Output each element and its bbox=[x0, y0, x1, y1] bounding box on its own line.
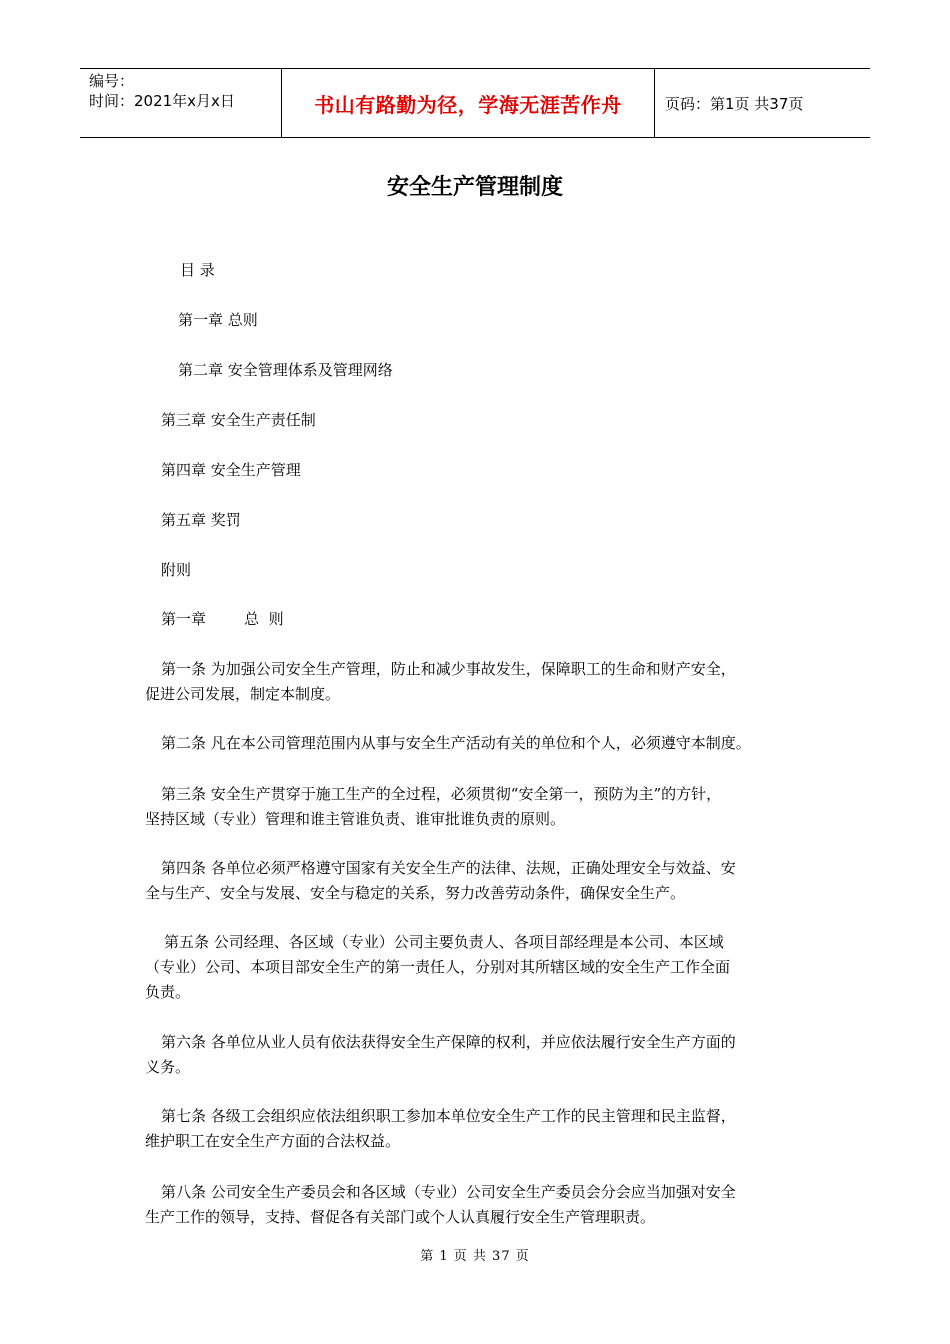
toc-item: 附则 bbox=[161, 561, 192, 579]
header-motto: 书山有路勤为径，学海无涯苦作舟 bbox=[282, 69, 655, 137]
article-line: 负责。 bbox=[145, 983, 191, 1001]
header-table bbox=[80, 68, 870, 138]
toc-item: 第四章 安全生产管理 bbox=[161, 461, 301, 479]
header-page-number: 页码：第1页 共37页 bbox=[665, 94, 804, 113]
document-title: 安全生产管理制度 bbox=[386, 175, 563, 200]
article-line: 促进公司发展，制定本制度。 bbox=[145, 685, 341, 703]
article-paragraph bbox=[145, 1180, 815, 1230]
article-line: 第五条 公司经理、各区域（专业）公司主要负责人、各项目部经理是本公司、本区域 bbox=[164, 933, 724, 951]
article-line: 第六条 各单位从业人员有依法获得安全生产保障的权利，并应依法履行安全生产方面的 bbox=[161, 1033, 736, 1051]
document-time: 时间：2021年x月x日 bbox=[89, 92, 235, 110]
toc-item: 第二章 安全管理体系及管理网络 bbox=[178, 361, 393, 379]
article-line: 维护职工在安全生产方面的合法权益。 bbox=[145, 1132, 401, 1150]
toc-item: 第三章 安全生产责任制 bbox=[161, 411, 316, 429]
toc-item: 第五章 奖罚 bbox=[161, 511, 241, 529]
article-paragraph bbox=[145, 930, 815, 1005]
article-paragraph bbox=[145, 657, 815, 707]
article-line: 第八条 公司安全生产委员会和各区域（专业）公司安全生产委员会分会应当加强对安全 bbox=[161, 1183, 736, 1201]
article-paragraph bbox=[145, 1104, 815, 1154]
chapter-heading: 第一章 总 则 bbox=[161, 610, 284, 628]
article-line: 第七条 各级工会组织应依法组织职工参加本单位安全生产工作的民主管理和民主监督， bbox=[161, 1107, 736, 1125]
toc-item: 第一章 总则 bbox=[178, 311, 258, 329]
article-line: 生产工作的领导，支持、督促各有关部门或个人认真履行安全生产管理职责。 bbox=[145, 1208, 656, 1226]
article-paragraph bbox=[145, 731, 815, 756]
article-line: 坚持区域（专业）管理和谁主管谁负责、谁审批谁负责的原则。 bbox=[145, 810, 566, 828]
document-number: 编号： bbox=[89, 72, 135, 90]
article-line: 全与生产、安全与发展、安全与稳定的关系，努力改善劳动条件，确保安全生产。 bbox=[145, 884, 686, 902]
article-line: 义务。 bbox=[145, 1058, 191, 1076]
article-paragraph bbox=[145, 1030, 815, 1080]
toc-heading: 目 录 bbox=[180, 261, 215, 279]
header-meta-cell bbox=[80, 69, 282, 137]
article-line: 第三条 安全生产贯穿于施工生产的全过程，必须贯彻“安全第一，预防为主”的方针， bbox=[161, 785, 722, 803]
article-paragraph bbox=[145, 782, 815, 832]
article-line: 第四条 各单位必须严格遵守国家有关安全生产的法律、法规，正确处理安全与效益、安 bbox=[161, 859, 736, 877]
article-line: （专业）公司、本项目部安全生产的第一责任人，分别对其所辖区域的安全生产工作全面 bbox=[145, 958, 731, 976]
article-line: 第二条 凡在本公司管理范围内从事与安全生产活动有关的单位和个人，必须遵守本制度。 bbox=[161, 734, 751, 752]
page-footer: 第 1 页 共 37 页 bbox=[420, 1249, 530, 1264]
article-paragraph bbox=[145, 856, 815, 906]
article-line: 第一条 为加强公司安全生产管理，防止和减少事故发生，保障职工的生命和财产安全， bbox=[161, 660, 736, 678]
